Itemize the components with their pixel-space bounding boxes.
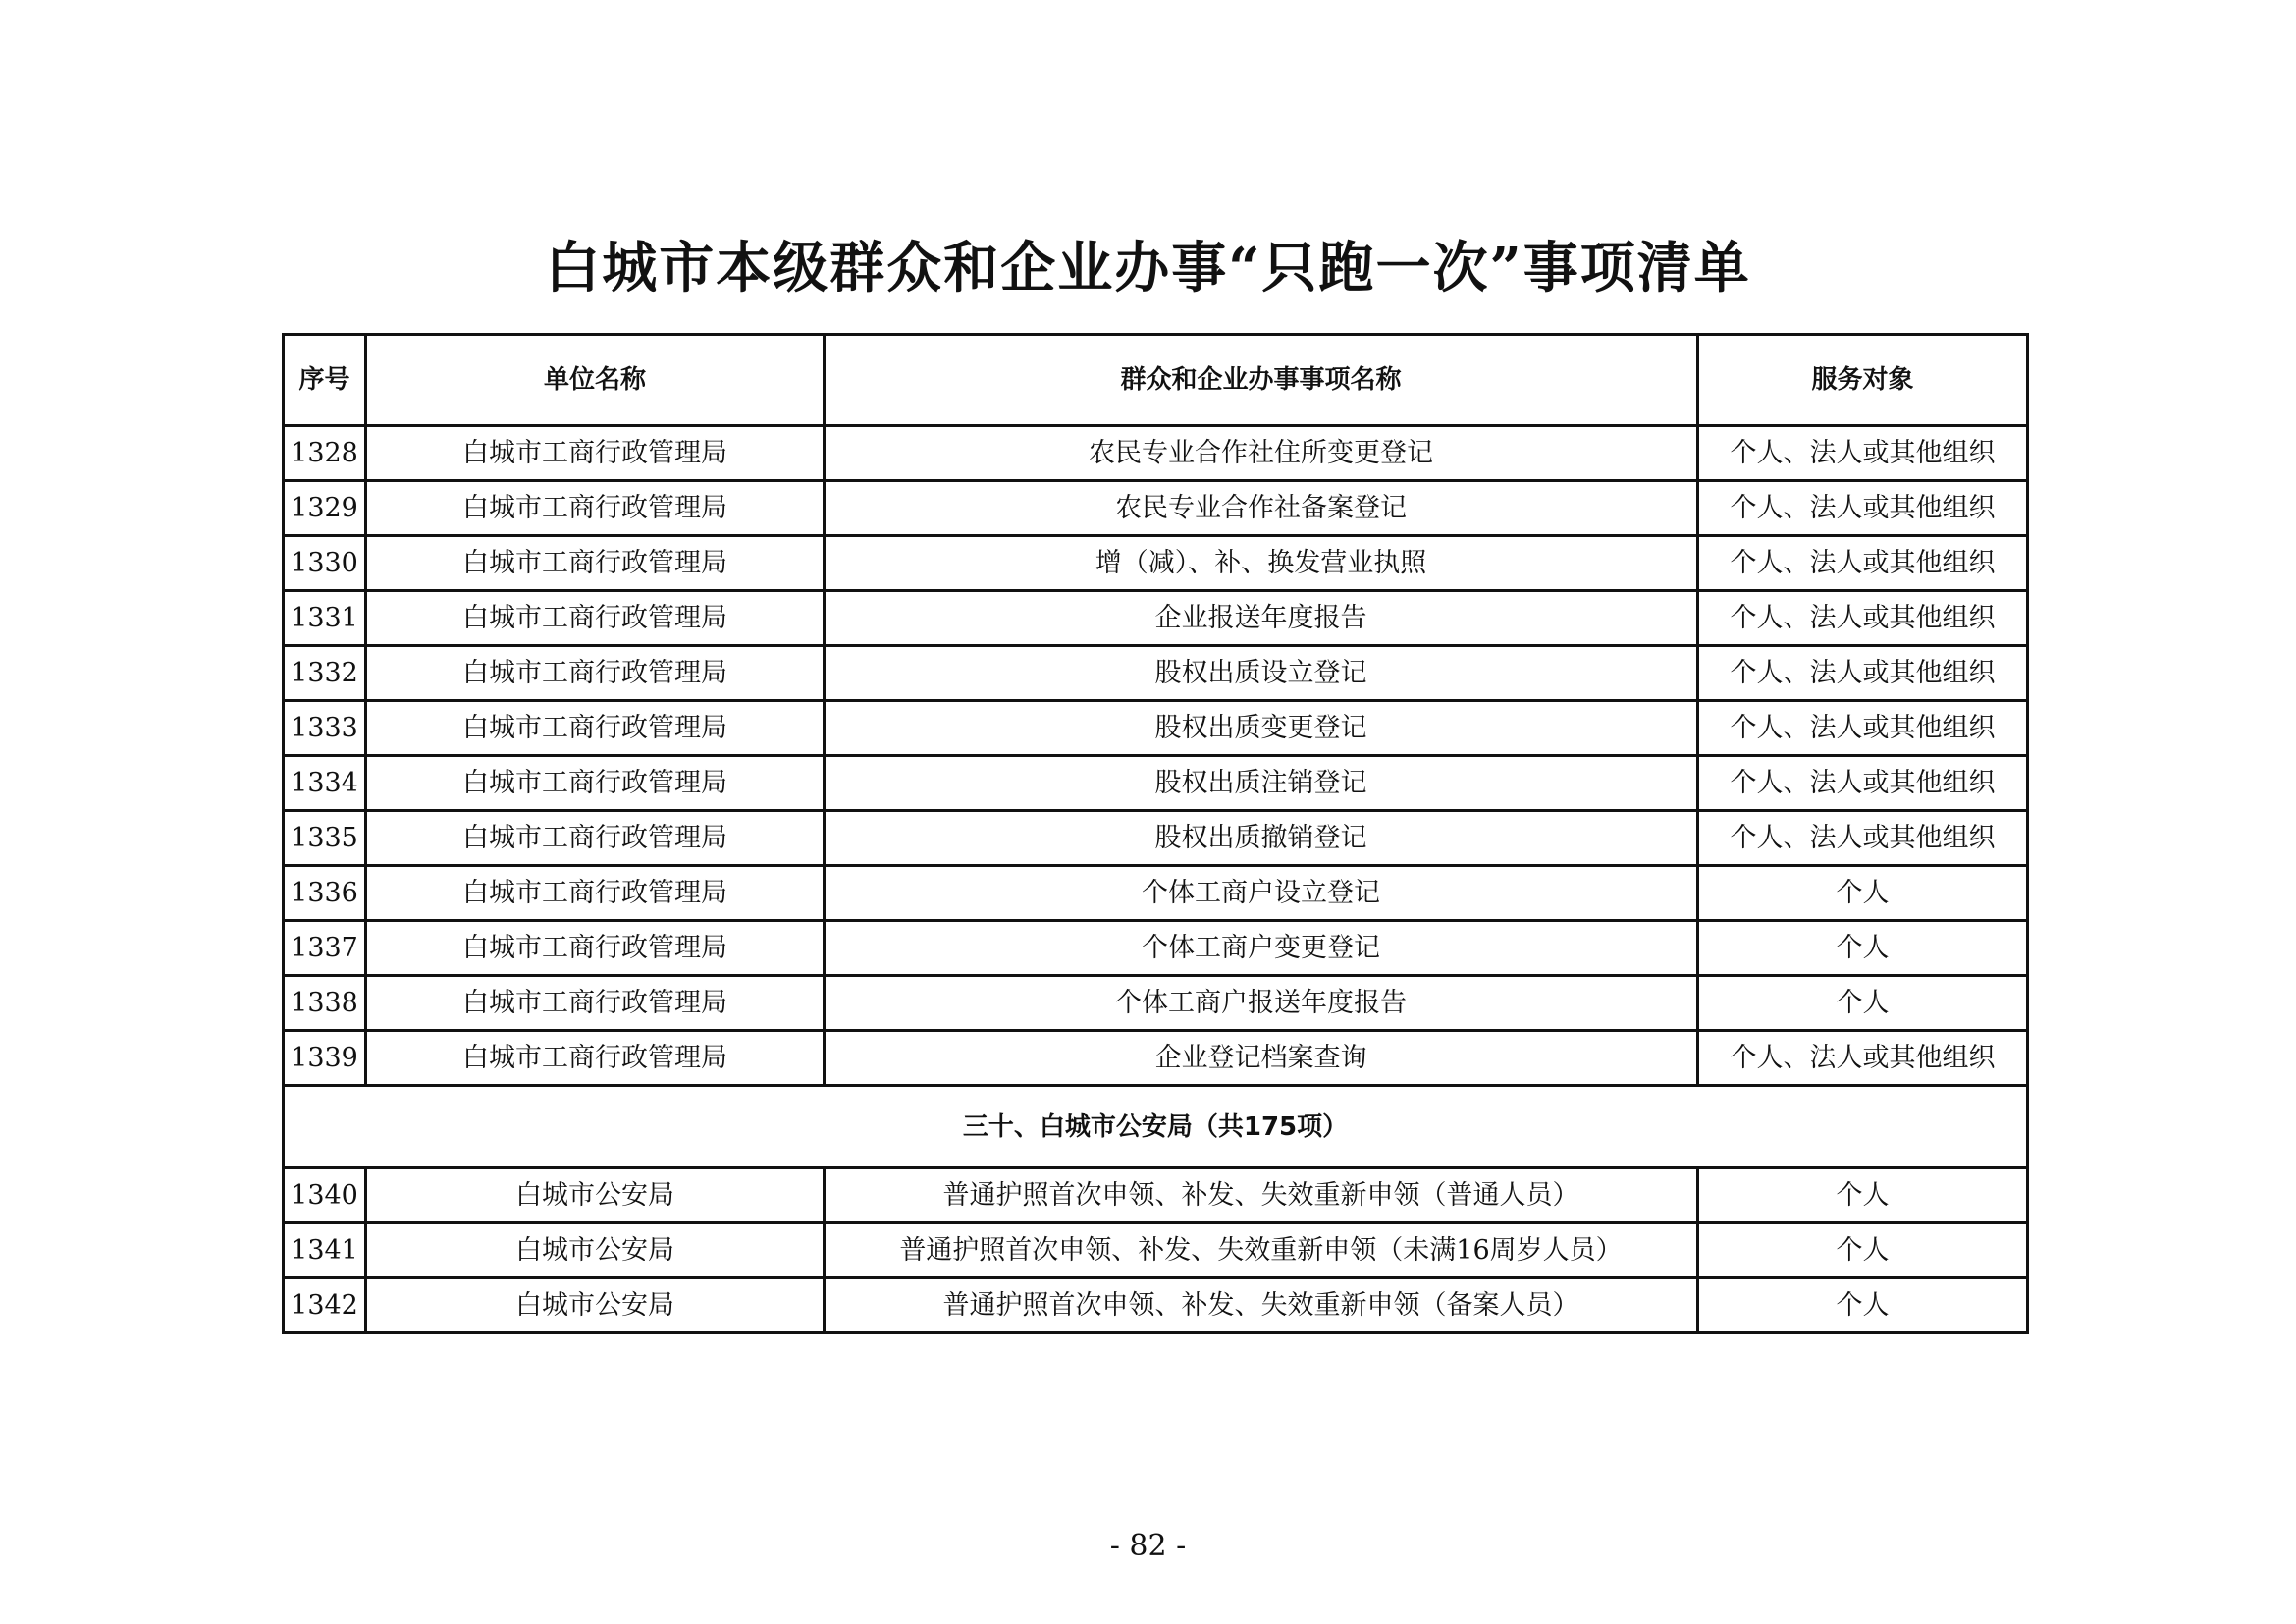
table-row xyxy=(284,646,2028,701)
table-row xyxy=(284,701,2028,756)
cell-unit: 白城市工商行政管理局 xyxy=(366,701,825,756)
cell-target: 个人、法人或其他组织 xyxy=(1698,481,2028,536)
table-row xyxy=(284,756,2028,811)
cell-matter: 普通护照首次申领、补发、失效重新申领（备案人员） xyxy=(825,1278,1698,1333)
cell-matter: 企业报送年度报告 xyxy=(825,591,1698,646)
matters-table xyxy=(282,333,2029,1334)
header-unit-name: 单位名称 xyxy=(366,335,825,426)
cell-unit: 白城市工商行政管理局 xyxy=(366,1031,825,1086)
table-row xyxy=(284,426,2028,481)
cell-target: 个人、法人或其他组织 xyxy=(1698,1031,2028,1086)
cell-matter: 股权出质设立登记 xyxy=(825,646,1698,701)
cell-matter: 农民专业合作社住所变更登记 xyxy=(825,426,1698,481)
cell-matter: 股权出质注销登记 xyxy=(825,756,1698,811)
header-matter-name: 群众和企业办事事项名称 xyxy=(825,335,1698,426)
cell-target: 个人、法人或其他组织 xyxy=(1698,756,2028,811)
cell-unit: 白城市工商行政管理局 xyxy=(366,866,825,921)
cell-index: 1330 xyxy=(284,536,366,591)
cell-target: 个人、法人或其他组织 xyxy=(1698,701,2028,756)
cell-index: 1329 xyxy=(284,481,366,536)
table-row xyxy=(284,811,2028,866)
cell-unit: 白城市工商行政管理局 xyxy=(366,921,825,976)
cell-matter: 企业登记档案查询 xyxy=(825,1031,1698,1086)
table-row xyxy=(284,921,2028,976)
cell-index: 1336 xyxy=(284,866,366,921)
cell-matter: 普通护照首次申领、补发、失效重新申领（未满16周岁人员） xyxy=(825,1223,1698,1278)
cell-unit: 白城市公安局 xyxy=(366,1278,825,1333)
cell-index: 1328 xyxy=(284,426,366,481)
cell-index: 1338 xyxy=(284,976,366,1031)
cell-index: 1341 xyxy=(284,1223,366,1278)
cell-index: 1333 xyxy=(284,701,366,756)
cell-target: 个人、法人或其他组织 xyxy=(1698,646,2028,701)
page-title: 白城市本级群众和企业办事“只跑一次”事项清单 xyxy=(545,236,1751,300)
cell-matter: 股权出质变更登记 xyxy=(825,701,1698,756)
table-row xyxy=(284,591,2028,646)
table-row xyxy=(284,1168,2028,1223)
cell-target: 个人 xyxy=(1698,1278,2028,1333)
table-header-row xyxy=(284,335,2028,426)
cell-matter: 个体工商户变更登记 xyxy=(825,921,1698,976)
cell-unit: 白城市工商行政管理局 xyxy=(366,756,825,811)
cell-unit: 白城市工商行政管理局 xyxy=(366,976,825,1031)
cell-unit: 白城市公安局 xyxy=(366,1223,825,1278)
section-heading: 三十、白城市公安局（共175项） xyxy=(284,1086,2028,1168)
cell-unit: 白城市工商行政管理局 xyxy=(366,811,825,866)
table-row xyxy=(284,536,2028,591)
header-index: 序号 xyxy=(284,335,366,426)
cell-unit: 白城市工商行政管理局 xyxy=(366,426,825,481)
cell-target: 个人 xyxy=(1698,866,2028,921)
cell-target: 个人 xyxy=(1698,976,2028,1031)
section-row xyxy=(284,1086,2028,1168)
cell-index: 1337 xyxy=(284,921,366,976)
cell-target: 个人 xyxy=(1698,1223,2028,1278)
table-row xyxy=(284,1223,2028,1278)
cell-target: 个人、法人或其他组织 xyxy=(1698,426,2028,481)
cell-target: 个人、法人或其他组织 xyxy=(1698,811,2028,866)
cell-target: 个人、法人或其他组织 xyxy=(1698,536,2028,591)
cell-index: 1331 xyxy=(284,591,366,646)
cell-matter: 个体工商户设立登记 xyxy=(825,866,1698,921)
cell-matter: 普通护照首次申领、补发、失效重新申领（普通人员） xyxy=(825,1168,1698,1223)
table-row xyxy=(284,481,2028,536)
cell-matter: 农民专业合作社备案登记 xyxy=(825,481,1698,536)
cell-index: 1334 xyxy=(284,756,366,811)
cell-unit: 白城市工商行政管理局 xyxy=(366,646,825,701)
cell-unit: 白城市工商行政管理局 xyxy=(366,536,825,591)
cell-index: 1340 xyxy=(284,1168,366,1223)
table-row xyxy=(284,1278,2028,1333)
cell-index: 1339 xyxy=(284,1031,366,1086)
header-service-target: 服务对象 xyxy=(1698,335,2028,426)
cell-target: 个人、法人或其他组织 xyxy=(1698,591,2028,646)
cell-matter: 个体工商户报送年度报告 xyxy=(825,976,1698,1031)
cell-matter: 增（减）、补、换发营业执照 xyxy=(825,536,1698,591)
cell-unit: 白城市工商行政管理局 xyxy=(366,481,825,536)
table-row xyxy=(284,1031,2028,1086)
cell-unit: 白城市公安局 xyxy=(366,1168,825,1223)
cell-index: 1342 xyxy=(284,1278,366,1333)
cell-target: 个人 xyxy=(1698,1168,2028,1223)
cell-index: 1335 xyxy=(284,811,366,866)
cell-index: 1332 xyxy=(284,646,366,701)
table-row xyxy=(284,976,2028,1031)
cell-unit: 白城市工商行政管理局 xyxy=(366,591,825,646)
cell-target: 个人 xyxy=(1698,921,2028,976)
cell-matter: 股权出质撤销登记 xyxy=(825,811,1698,866)
page-number: - 82 - xyxy=(1109,1529,1187,1563)
table-row xyxy=(284,866,2028,921)
